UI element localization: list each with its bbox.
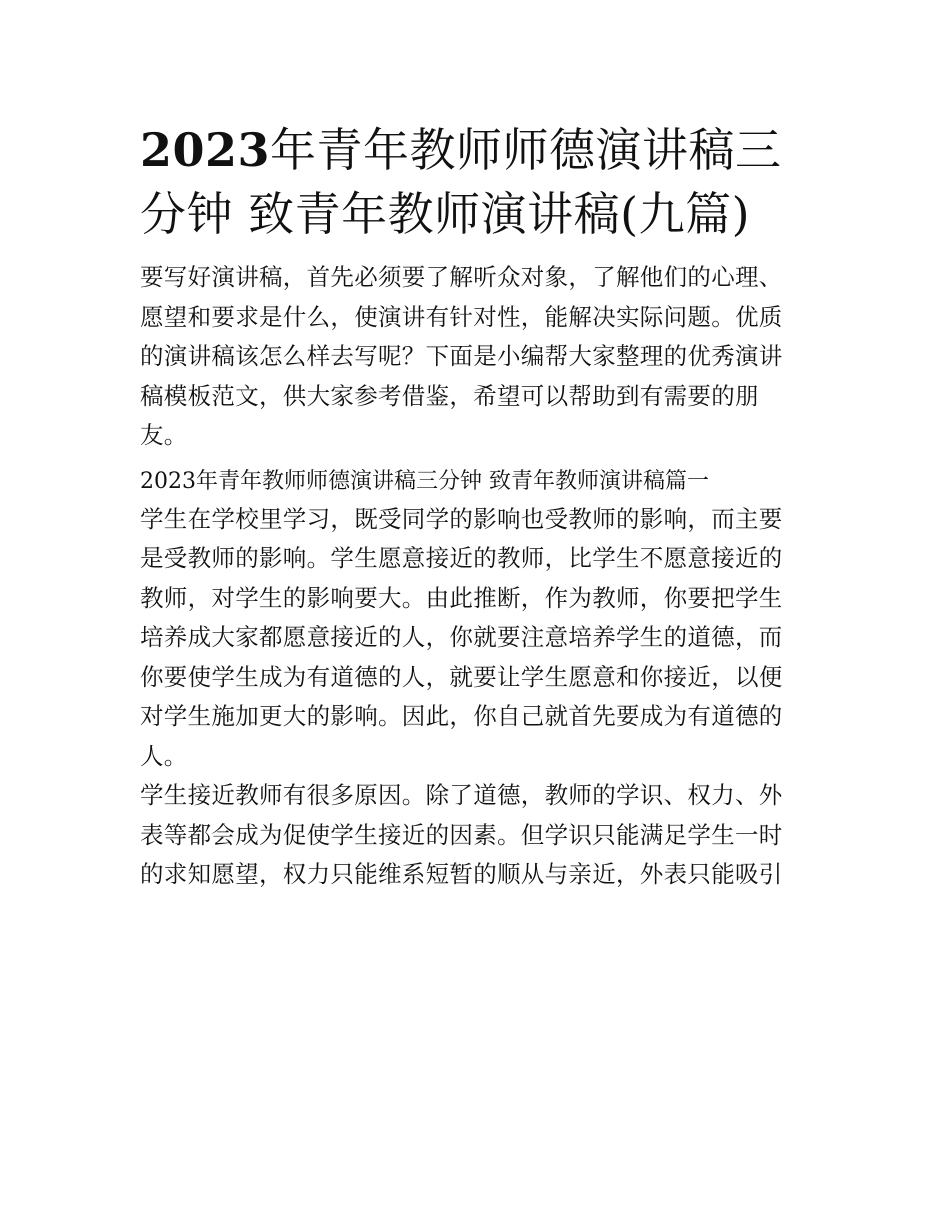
intro-line: 的演讲稿该怎么样去写呢？下面是小编帮大家整理的优秀演讲 [140, 342, 783, 370]
paragraph-line: 你要使学生成为有道德的人，就要让学生愿意和你接近，以便 [140, 662, 783, 691]
intro-paragraph [140, 258, 815, 456]
title-year: 2023 [140, 123, 271, 177]
section-heading: 2023年青年教师师德演讲稿三分钟 致青年教师演讲稿篇一 [140, 468, 709, 494]
paragraph-line: 学生接近教师有很多原因。除了道德，教师的学识、权力、外 [140, 781, 783, 809]
intro-line: 稿模板范文，供大家参考借鉴，希望可以帮助到有需要的朋 [140, 381, 759, 410]
title-line-1 [140, 118, 815, 182]
document-body [140, 258, 815, 895]
document-title [140, 118, 815, 246]
intro-line: 愿望和要求是什么，使演讲有针对性，能解决实际问题。优质 [140, 302, 783, 331]
title-line-2: 分钟 致青年教师演讲稿(九篇) [140, 187, 751, 241]
intro-line: 要写好演讲稿，首先必须要了解听众对象，了解他们的心理、 [140, 263, 783, 291]
paragraph-1 [140, 500, 815, 777]
intro-line: 友。 [140, 421, 188, 449]
paragraph-2 [140, 776, 815, 895]
document-page [140, 118, 815, 895]
paragraph-line: 教师，对学生的影响要大。由此推断，作为教师，你要把学生 [140, 583, 783, 612]
paragraph-line: 的求知愿望，权力只能维系短暂的顺从与亲近，外表只能吸引 [140, 860, 783, 888]
paragraph-line: 学生在学校里学习，既受同学的影响也受教师的影响，而主要 [140, 504, 783, 533]
paragraph-line: 对学生施加更大的影响。因此，你自己就首先要成为有道德的 [140, 702, 783, 730]
paragraph-line: 表等都会成为促使学生接近的因素。但学识只能满足学生一时 [140, 820, 783, 849]
paragraph-line: 培养成大家都愿意接近的人，你就要注意培养学生的道德，而 [140, 623, 783, 651]
title-line-1-text: 年青年教师师德演讲稿三 [270, 123, 782, 177]
paragraph-line: 是受教师的影响。学生愿意接近的教师，比学生不愿意接近的 [140, 544, 783, 572]
paragraph-line: 人。 [140, 741, 188, 770]
